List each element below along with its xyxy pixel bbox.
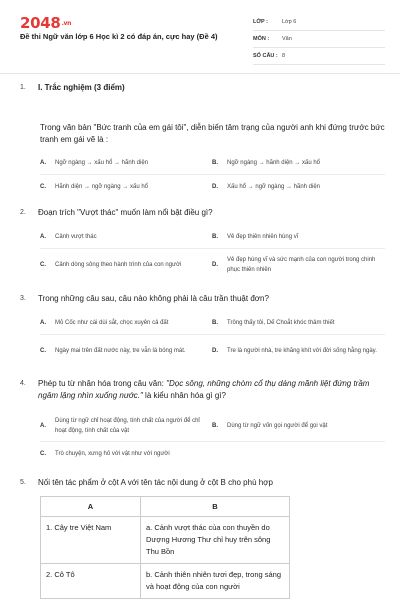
option-b[interactable] xyxy=(212,318,384,328)
table-cell: a. Cảnh vượt thác của con thuyền do Dượng Hương Thư chỉ huy trên sông Thu Bồn xyxy=(141,517,290,564)
option-c[interactable] xyxy=(40,346,212,356)
option-row xyxy=(40,335,385,367)
logo-suffix: .vn xyxy=(61,20,72,27)
option-letter: B. xyxy=(212,319,218,326)
question-text xyxy=(38,378,385,402)
site-logo[interactable] xyxy=(20,14,71,32)
table-header-row xyxy=(41,497,290,517)
option-a[interactable] xyxy=(40,416,212,436)
option-text: Ngày mai trên đất nước này, tre vẫn là bóng mát. xyxy=(55,348,186,354)
table-cell: 1. Cây tre Việt Nam xyxy=(41,517,141,564)
logo-text: 2048 xyxy=(20,14,61,32)
option-row xyxy=(40,249,385,281)
question-1-options xyxy=(40,151,385,199)
option-text: Cảnh vượt thác xyxy=(55,233,97,240)
table-row xyxy=(41,517,290,564)
question-3-options xyxy=(40,311,385,367)
option-letter: D. xyxy=(212,262,218,268)
meta-label-subject: MÔN : xyxy=(253,36,270,42)
question-text: Trong những câu sau, câu nào không phải là câu trần thuật đơn? xyxy=(38,294,269,303)
question-1-passage: Trong văn bản "Bức tranh của em gái tôi", diễn biến tâm trạng của người anh khi đứng trước bức tranh em gái vẽ là : xyxy=(40,123,385,144)
matching-table xyxy=(40,496,290,599)
question-1 xyxy=(20,82,385,94)
option-text: Dùng từ ngữ chỉ hoạt động, tính chất của người để chỉ hoạt động, tính chất của vật xyxy=(55,417,200,434)
option-a[interactable] xyxy=(40,232,212,242)
question-2 xyxy=(20,207,385,219)
question-2-options xyxy=(40,225,385,281)
option-b[interactable] xyxy=(212,232,384,242)
question-number: 4. xyxy=(20,380,26,387)
question-5 xyxy=(20,477,385,489)
option-b[interactable] xyxy=(212,421,384,431)
option-letter: D. xyxy=(212,184,218,190)
table-cell: b. Cảnh thiên nhiên tươi đẹp, trong sáng và hoạt động của con người xyxy=(141,564,290,599)
table-row xyxy=(41,564,290,599)
option-letter: C. xyxy=(40,451,46,457)
option-letter: C. xyxy=(40,262,46,268)
option-text: Cảnh dòng sông theo hành trình của con người xyxy=(55,262,182,268)
meta-value-count: 8 xyxy=(282,53,286,59)
option-row xyxy=(40,311,385,335)
option-letter: A. xyxy=(40,319,46,326)
option-a[interactable] xyxy=(40,318,212,328)
question-number: 2. xyxy=(20,209,26,216)
option-d[interactable] xyxy=(212,182,384,192)
question-4-options xyxy=(40,410,385,466)
meta-row-count xyxy=(253,48,385,65)
option-text: Mỏ Cốc như cái dùi sắt, chọc xuyên cả đất xyxy=(55,319,169,326)
exam-meta-panel xyxy=(253,14,385,65)
option-text: Vẻ đẹp hùng vĩ và sức mạnh của con người trong chinh phục thiên nhiên xyxy=(227,257,376,273)
question-3 xyxy=(20,293,385,305)
option-row xyxy=(40,151,385,175)
option-text: Ngỡ ngàng → xấu hổ → hãnh diện xyxy=(55,159,148,166)
option-c[interactable] xyxy=(40,182,212,192)
option-text: Hãnh diện → ngỡ ngàng → xấu hổ xyxy=(55,184,148,190)
option-letter: A. xyxy=(40,422,46,429)
question-text-quote: "Dọc sông, những chòm cổ thụ dáng mãnh liệt đứng trầm ngâm lặng nhìn xuống nước." xyxy=(38,379,370,400)
option-c[interactable] xyxy=(40,449,385,459)
option-d[interactable] xyxy=(212,346,384,356)
page-header xyxy=(0,0,400,74)
option-text: Ngỡ ngàng → hãnh diện → xấu hổ xyxy=(227,159,320,166)
question-text: Nối tên tác phẩm ở cột A với tên tác nội dung ở cột B cho phù hợp xyxy=(38,478,273,487)
option-letter: A. xyxy=(40,233,46,240)
option-letter: B. xyxy=(212,159,218,166)
option-row xyxy=(40,225,385,249)
option-row xyxy=(40,442,385,466)
question-text: I. Trắc nghiệm (3 điểm) xyxy=(38,83,125,92)
question-text-before: Phép tu từ nhân hóa trong câu văn: xyxy=(38,379,167,388)
question-number: 3. xyxy=(20,295,26,302)
option-letter: A. xyxy=(40,159,46,166)
option-letter: D. xyxy=(212,348,218,354)
meta-row-class xyxy=(253,14,385,31)
meta-label-count: SỐ CÂU : xyxy=(253,53,278,59)
option-letter: B. xyxy=(212,233,218,240)
option-letter: C. xyxy=(40,184,46,190)
option-a[interactable] xyxy=(40,158,212,168)
question-number: 5. xyxy=(20,479,26,486)
option-row xyxy=(40,175,385,199)
option-text: Xấu hổ → ngỡ ngàng → hãnh diện xyxy=(227,184,321,190)
meta-label-class: LỚP : xyxy=(253,19,268,25)
meta-row-subject xyxy=(253,31,385,48)
meta-value-subject: Văn xyxy=(282,36,292,42)
column-header-a: A xyxy=(41,497,141,517)
option-letter: B. xyxy=(212,422,218,429)
question-text-after: là kiểu nhân hóa gì gì? xyxy=(142,391,226,400)
option-text: Trông thấy tôi, Dế Choắt khóc thảm thiết xyxy=(227,319,335,326)
option-text: Vẻ đẹp thiên nhiên hùng vĩ xyxy=(227,233,299,240)
column-header-b: B xyxy=(141,497,290,517)
option-b[interactable] xyxy=(212,158,384,168)
question-number: 1. xyxy=(20,84,26,91)
table-cell: 2. Cô Tô xyxy=(41,564,141,599)
option-text: Trò chuyện, xưng hô với vật như với người xyxy=(55,451,170,457)
page-title: Đề thi Ngữ văn lớp 6 Học kì 2 có đáp án, cực hay (Đề 4) xyxy=(20,32,218,41)
option-text: Dùng từ ngữ vốn gọi người để gọi vật xyxy=(227,422,328,429)
option-d[interactable] xyxy=(212,255,384,275)
option-c[interactable] xyxy=(40,260,212,270)
option-letter: C. xyxy=(40,348,46,354)
option-text: Tre là người nhà, tre khăng khít với đời sống hằng ngày. xyxy=(227,348,377,354)
question-4 xyxy=(20,378,385,402)
option-row xyxy=(40,410,385,442)
question-text: Đoạn trích "Vượt thác" muốn làm nổi bật điều gì? xyxy=(38,208,213,217)
meta-value-class: Lớp 6 xyxy=(282,19,297,25)
